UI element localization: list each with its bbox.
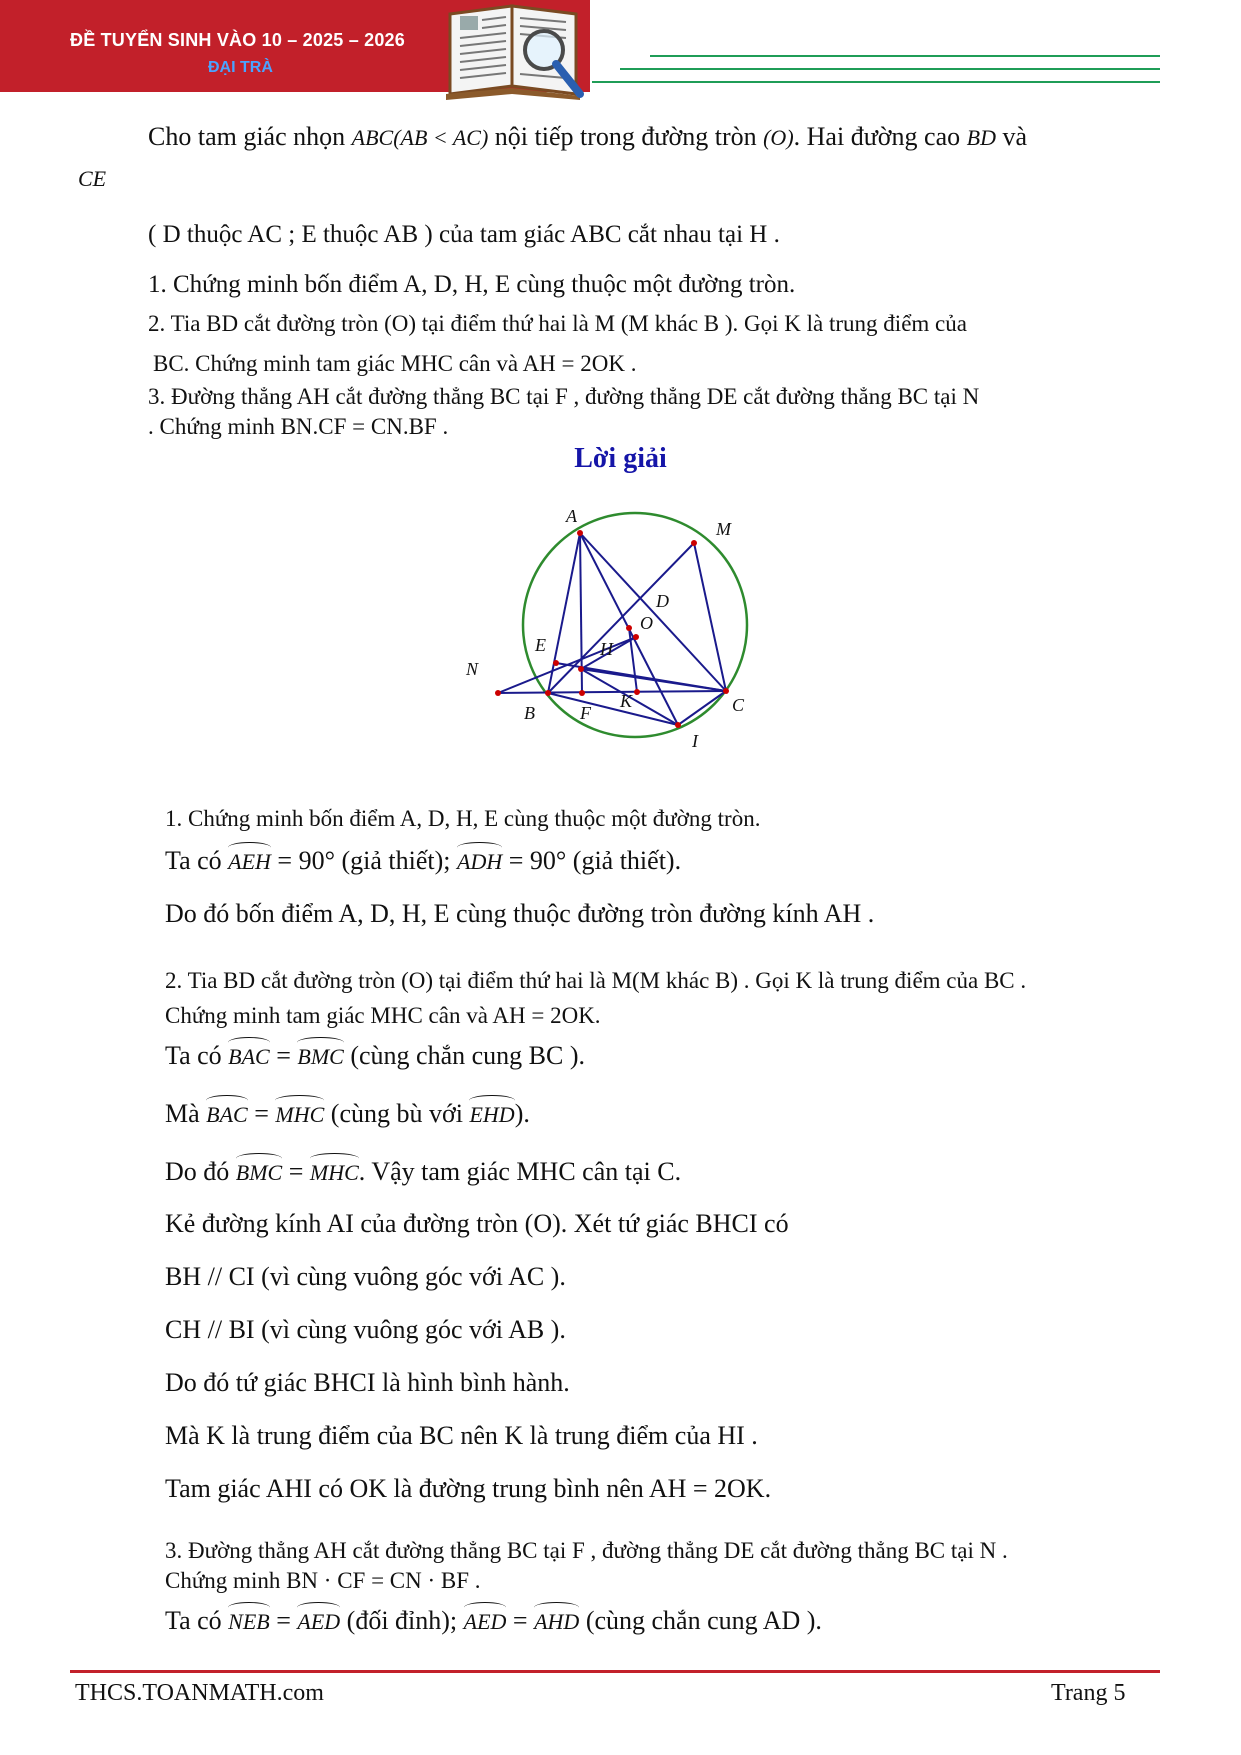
point-F bbox=[579, 690, 585, 696]
point-K bbox=[634, 689, 640, 695]
point-D bbox=[633, 634, 639, 640]
text: = bbox=[254, 1099, 269, 1128]
question-2-line-2: BC. Chứng minh tam giác MHC cân và AH = 2OK . bbox=[153, 351, 637, 376]
angle-BMC: BMC bbox=[236, 1156, 282, 1186]
angle-AEH: AEH bbox=[228, 845, 271, 875]
problem-math: BD bbox=[966, 125, 996, 150]
text: = bbox=[288, 1157, 304, 1186]
angle-NEB: NEB bbox=[228, 1605, 270, 1635]
label-I: I bbox=[692, 731, 698, 751]
point-M bbox=[691, 540, 697, 546]
part-2-line-1 bbox=[165, 1040, 585, 1071]
problem-line-3: ( D thuộc AC ; E thuộc AB ) của tam giác ABC cắt nhau tại H . bbox=[148, 221, 780, 248]
part-2-line-3 bbox=[165, 1156, 681, 1187]
label-F: F bbox=[580, 703, 591, 723]
book-magnifier-icon bbox=[442, 0, 592, 104]
part-2-line-5: BH // CI (vì cùng vuông góc với AC ). bbox=[165, 1262, 566, 1291]
part-3-heading-1: 3. Đường thẳng AH cắt đường thẳng BC tại F , đường thẳng DE cắt đường thẳng BC tại N . bbox=[165, 1538, 1008, 1563]
geometry-figure bbox=[460, 495, 780, 760]
angle-AHD: AHD bbox=[534, 1605, 579, 1635]
text: (cùng chắn cung AD ). bbox=[585, 1606, 822, 1635]
question-3-line-1: 3. Đường thẳng AH cắt đường thẳng BC tại F , đường thẳng DE cắt đường thẳng BC tại N bbox=[148, 384, 980, 409]
part-2-heading-1: 2. Tia BD cắt đường tròn (O) tại điểm thứ hai là M(M khác B) . Gọi K là trung điểm của BC . bbox=[165, 968, 1027, 993]
point-B bbox=[545, 690, 551, 696]
header-rule-bottom bbox=[592, 81, 1160, 83]
problem-text: nội tiếp trong đường tròn bbox=[494, 122, 757, 151]
point-O bbox=[626, 625, 632, 631]
text: . Vậy tam giác MHC cân tại C. bbox=[358, 1157, 682, 1186]
text: ). bbox=[514, 1099, 530, 1128]
footer-page-number: Trang 5 bbox=[1051, 1680, 1126, 1706]
text: = bbox=[512, 1606, 528, 1635]
problem-text: Cho tam giác nhọn bbox=[148, 122, 346, 151]
point-I bbox=[675, 722, 681, 728]
problem-math: (O) bbox=[763, 125, 794, 150]
angle-MHC: MHC bbox=[275, 1098, 324, 1128]
segment-ND bbox=[498, 637, 636, 693]
label-D: D bbox=[656, 591, 669, 611]
angle-MHC: MHC bbox=[310, 1156, 359, 1186]
angle-AED: AED bbox=[464, 1605, 507, 1635]
question-2-line-1: 2. Tia BD cắt đường tròn (O) tại điểm thứ hai là M (M khác B ). Gọi K là trung điểm của bbox=[148, 311, 967, 336]
label-N: N bbox=[466, 659, 479, 679]
point-H bbox=[578, 666, 584, 672]
header-rule-middle bbox=[620, 68, 1160, 70]
problem-line-1 bbox=[148, 121, 1027, 152]
segment-BM bbox=[548, 543, 694, 693]
segment-MC bbox=[694, 543, 726, 691]
text: Ta có bbox=[165, 1041, 222, 1070]
part-2-heading-2: Chứng minh tam giác MHC cân và AH = 2OK. bbox=[165, 1003, 601, 1028]
part-2-line-6: CH // BI (vì cùng vuông góc với AB ). bbox=[165, 1315, 566, 1344]
part-1-line-1 bbox=[165, 845, 681, 876]
point-C bbox=[723, 688, 729, 694]
label-A: A bbox=[566, 506, 577, 526]
text: = bbox=[276, 1041, 291, 1070]
text: = 90° (giả thiết). bbox=[508, 846, 682, 875]
angle-BAC: BAC bbox=[228, 1040, 270, 1070]
segment-HC bbox=[581, 669, 726, 691]
part-2-line-4: Kẻ đường kính AI của đường tròn (O). Xét tứ giác BHCI có bbox=[165, 1209, 789, 1238]
text: (cùng bù với bbox=[330, 1099, 463, 1128]
text: Ta có bbox=[165, 846, 222, 875]
problem-text: . Hai đường cao bbox=[793, 122, 961, 151]
text: (đối đỉnh); bbox=[346, 1606, 458, 1635]
header-exam-type: ĐẠI TRÀ bbox=[208, 59, 273, 76]
part-2-line-7: Do đó tứ giác BHCI là hình bình hành. bbox=[165, 1368, 570, 1397]
text: = 90° (giả thiết); bbox=[277, 846, 451, 875]
footer-rule bbox=[70, 1670, 1160, 1673]
problem-line-2: CE bbox=[78, 166, 107, 191]
point-N bbox=[495, 690, 501, 696]
angle-BAC: BAC bbox=[206, 1098, 248, 1128]
angle-AED: AED bbox=[297, 1605, 340, 1635]
footer-site: THCS.TOANMATH.com bbox=[75, 1680, 324, 1706]
text: Do đó bbox=[165, 1157, 230, 1186]
segment-AC bbox=[580, 533, 726, 691]
header-exam-title: ĐỀ TUYỂN SINH VÀO 10 – 2025 – 2026 bbox=[70, 30, 405, 50]
text: Mà bbox=[165, 1099, 200, 1128]
label-B: B bbox=[524, 703, 535, 723]
label-K: K bbox=[620, 691, 633, 711]
text: Ta có bbox=[165, 1606, 222, 1635]
part-3-heading-2: Chứng minh BN · CF = CN · BF . bbox=[165, 1568, 481, 1593]
label-O: O bbox=[640, 613, 653, 633]
point-E bbox=[553, 660, 559, 666]
problem-math: ABC(AB < AC) bbox=[351, 125, 489, 150]
segment-AB bbox=[548, 533, 580, 693]
segment-BI bbox=[548, 693, 678, 725]
label-M: M bbox=[716, 519, 731, 539]
part-1-heading: 1. Chứng minh bốn điểm A, D, H, E cùng thuộc một đường tròn. bbox=[165, 806, 761, 831]
part-2-line-9: Tam giác AHI có OK là đường trung bình nên AH = 2OK. bbox=[165, 1474, 772, 1503]
part-1-line-2: Do đó bốn điểm A, D, H, E cùng thuộc đường tròn đường kính AH . bbox=[165, 899, 875, 928]
text: = bbox=[276, 1606, 291, 1635]
point-A bbox=[577, 530, 583, 536]
circle-O bbox=[523, 513, 747, 737]
part-2-line-8: Mà K là trung điểm của BC nên K là trung điểm của HI . bbox=[165, 1421, 758, 1450]
question-1: 1. Chứng minh bốn điểm A, D, H, E cùng thuộc một đường tròn. bbox=[148, 271, 796, 298]
angle-ADH: ADH bbox=[457, 845, 502, 875]
label-E: E bbox=[535, 635, 546, 655]
angle-EHD: EHD bbox=[469, 1098, 514, 1128]
question-3-line-2: . Chứng minh BN.CF = CN.BF . bbox=[148, 414, 449, 439]
label-C: C bbox=[732, 695, 745, 715]
part-3-line-1 bbox=[165, 1605, 822, 1636]
label-H: H bbox=[600, 639, 613, 659]
header-rule-top bbox=[650, 55, 1160, 57]
angle-BMC: BMC bbox=[297, 1040, 343, 1070]
solution-title: Lời giải bbox=[574, 443, 667, 474]
part-2-line-2 bbox=[165, 1098, 530, 1129]
segment-NC bbox=[498, 691, 726, 693]
problem-text: và bbox=[1002, 122, 1027, 151]
text: (cùng chắn cung BC ). bbox=[350, 1041, 586, 1070]
segment-CI bbox=[678, 691, 726, 725]
